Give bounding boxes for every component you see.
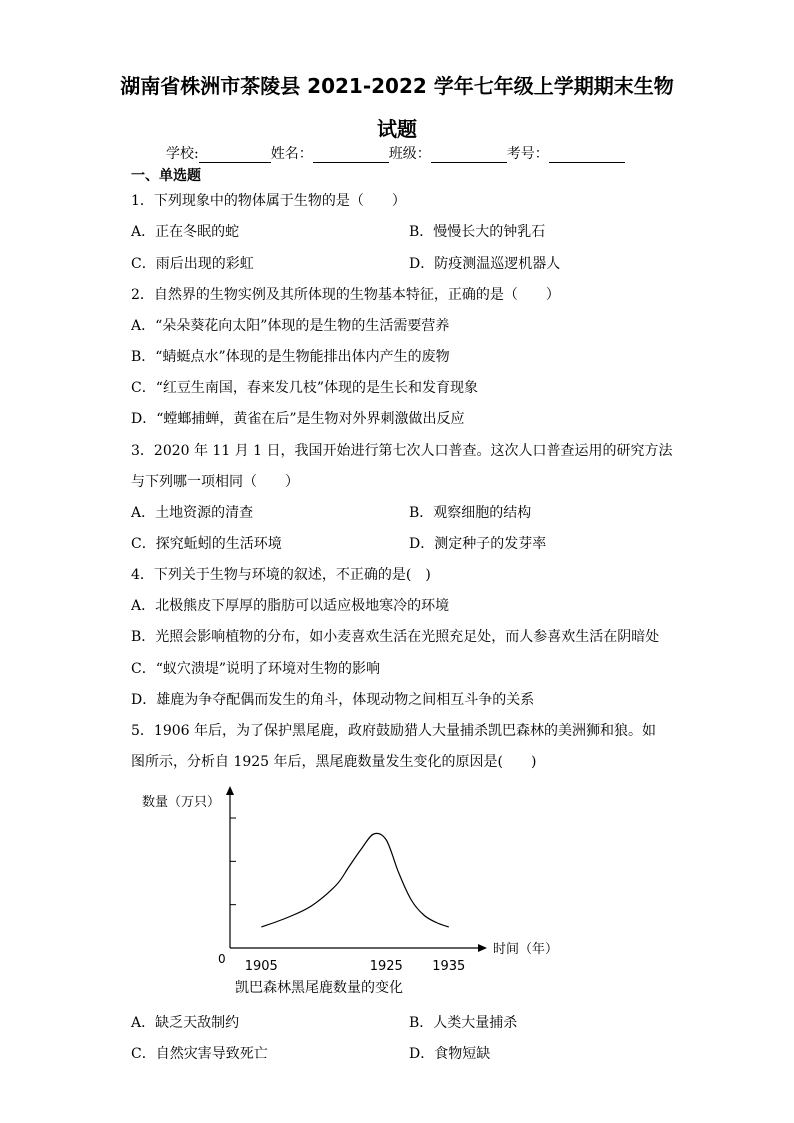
chart-xlabel: 时间（年） bbox=[493, 942, 559, 957]
class-blank[interactable] bbox=[431, 148, 507, 163]
x-tick-label: 1925 bbox=[369, 959, 403, 974]
question-3-option-d[interactable]: D．测定种子的发芽率 bbox=[409, 536, 547, 552]
x-tick-label: 1905 bbox=[244, 959, 278, 974]
question-3-stem-line2: 与下列哪一项相同（ ） bbox=[131, 474, 299, 490]
x-axis-arrow bbox=[478, 944, 487, 952]
chart-origin-label: 0 bbox=[218, 952, 226, 966]
question-4-option-d[interactable]: D．雄鹿为争夺配偶而发生的角斗，体现动物之间相互斗争的关系 bbox=[131, 692, 535, 708]
name-blank[interactable] bbox=[313, 148, 389, 163]
exam-number-label: 考号： bbox=[506, 146, 549, 162]
question-2-option-d[interactable]: D．“螳螂捕蝉，黄雀在后”是生物对外界刺激做出反应 bbox=[131, 411, 465, 427]
question-3-stem-line1: 3．2020 年 11 月 1 日，我国开始进行第七次人口普查。这次人口普查运用的研究方法 bbox=[131, 443, 673, 459]
question-2-option-c[interactable]: C．“红豆生南国，春来发几枝”体现的是生长和发育现象 bbox=[131, 380, 479, 396]
question-1-option-a[interactable]: A．正在冬眠的蛇 bbox=[131, 224, 240, 240]
question-4-option-a[interactable]: A．北极熊皮下厚厚的脂肪可以适应极地寒冷的环境 bbox=[131, 598, 450, 614]
deer-population-chart bbox=[130, 780, 580, 1010]
question-4-stem: 4．下列关于生物与环境的叙述，不正确的是( ) bbox=[131, 567, 431, 583]
x-tick-label: 1935 bbox=[432, 959, 466, 974]
question-1-option-b[interactable]: B．慢慢长大的钟乳石 bbox=[409, 224, 546, 240]
question-5-option-b[interactable]: B．人类大量捕杀 bbox=[409, 1015, 518, 1031]
question-5-stem-line2: 图所示，分析自 1925 年后，黑尾鹿数量发生变化的原因是( ) bbox=[131, 754, 537, 770]
deer-population-curve bbox=[261, 833, 449, 927]
student-info-row bbox=[166, 145, 625, 163]
question-5-option-a[interactable]: A．缺乏天敌制约 bbox=[131, 1015, 240, 1031]
question-2-option-a[interactable]: A．“朵朵葵花向太阳”体现的是生物的生活需要营养 bbox=[131, 318, 450, 334]
class-label: 班级： bbox=[388, 146, 431, 162]
question-2-option-b[interactable]: B．“蜻蜓点水”体现的是生物能排出体内产生的废物 bbox=[131, 349, 450, 365]
question-1-option-d[interactable]: D．防疫测温巡逻机器人 bbox=[409, 256, 561, 272]
chart-caption: 凯巴森林黑尾鹿数量的变化 bbox=[235, 980, 403, 996]
section-heading: 一、单选题 bbox=[131, 168, 201, 184]
question-3-option-b[interactable]: B．观察细胞的结构 bbox=[409, 505, 532, 521]
question-4-option-b[interactable]: B．光照会影响植物的分布，如小麦喜欢生活在光照充足处，而人参喜欢生活在阴暗处 bbox=[131, 629, 660, 645]
question-1-option-c[interactable]: C．雨后出现的彩虹 bbox=[131, 256, 254, 272]
question-4-option-c[interactable]: C．“蚁穴溃堤”说明了环境对生物的影响 bbox=[131, 661, 381, 677]
question-2-stem: 2．自然界的生物实例及其所体现的生物基本特征，正确的是（ ） bbox=[131, 287, 560, 303]
chart-ylabel: 数量（万只） bbox=[142, 795, 221, 810]
question-5-stem-line1: 5．1906 年后，为了保护黑尾鹿，政府鼓励猎人大量捕杀凯巴森林的美洲狮和狼。如 bbox=[131, 723, 656, 739]
question-1-stem: 1．下列现象中的物体属于生物的是（ ） bbox=[131, 193, 406, 209]
question-3-option-c[interactable]: C．探究蚯蚓的生活环境 bbox=[131, 536, 282, 552]
question-5-option-c[interactable]: C．自然灾害导致死亡 bbox=[131, 1046, 268, 1062]
question-5-option-d[interactable]: D．食物短缺 bbox=[409, 1046, 491, 1062]
school-blank[interactable] bbox=[199, 148, 271, 163]
y-axis-arrow bbox=[226, 786, 234, 795]
exam-number-blank[interactable] bbox=[549, 148, 625, 163]
question-3-option-a[interactable]: A．土地资源的清查 bbox=[131, 505, 254, 521]
exam-title-line1: 湖南省株洲市茶陵县 2021-2022 学年七年级上学期期末生物 bbox=[120, 74, 674, 98]
exam-title-line2: 试题 bbox=[377, 117, 417, 141]
name-label: 姓名： bbox=[270, 146, 313, 162]
school-label: 学校: bbox=[166, 146, 199, 162]
